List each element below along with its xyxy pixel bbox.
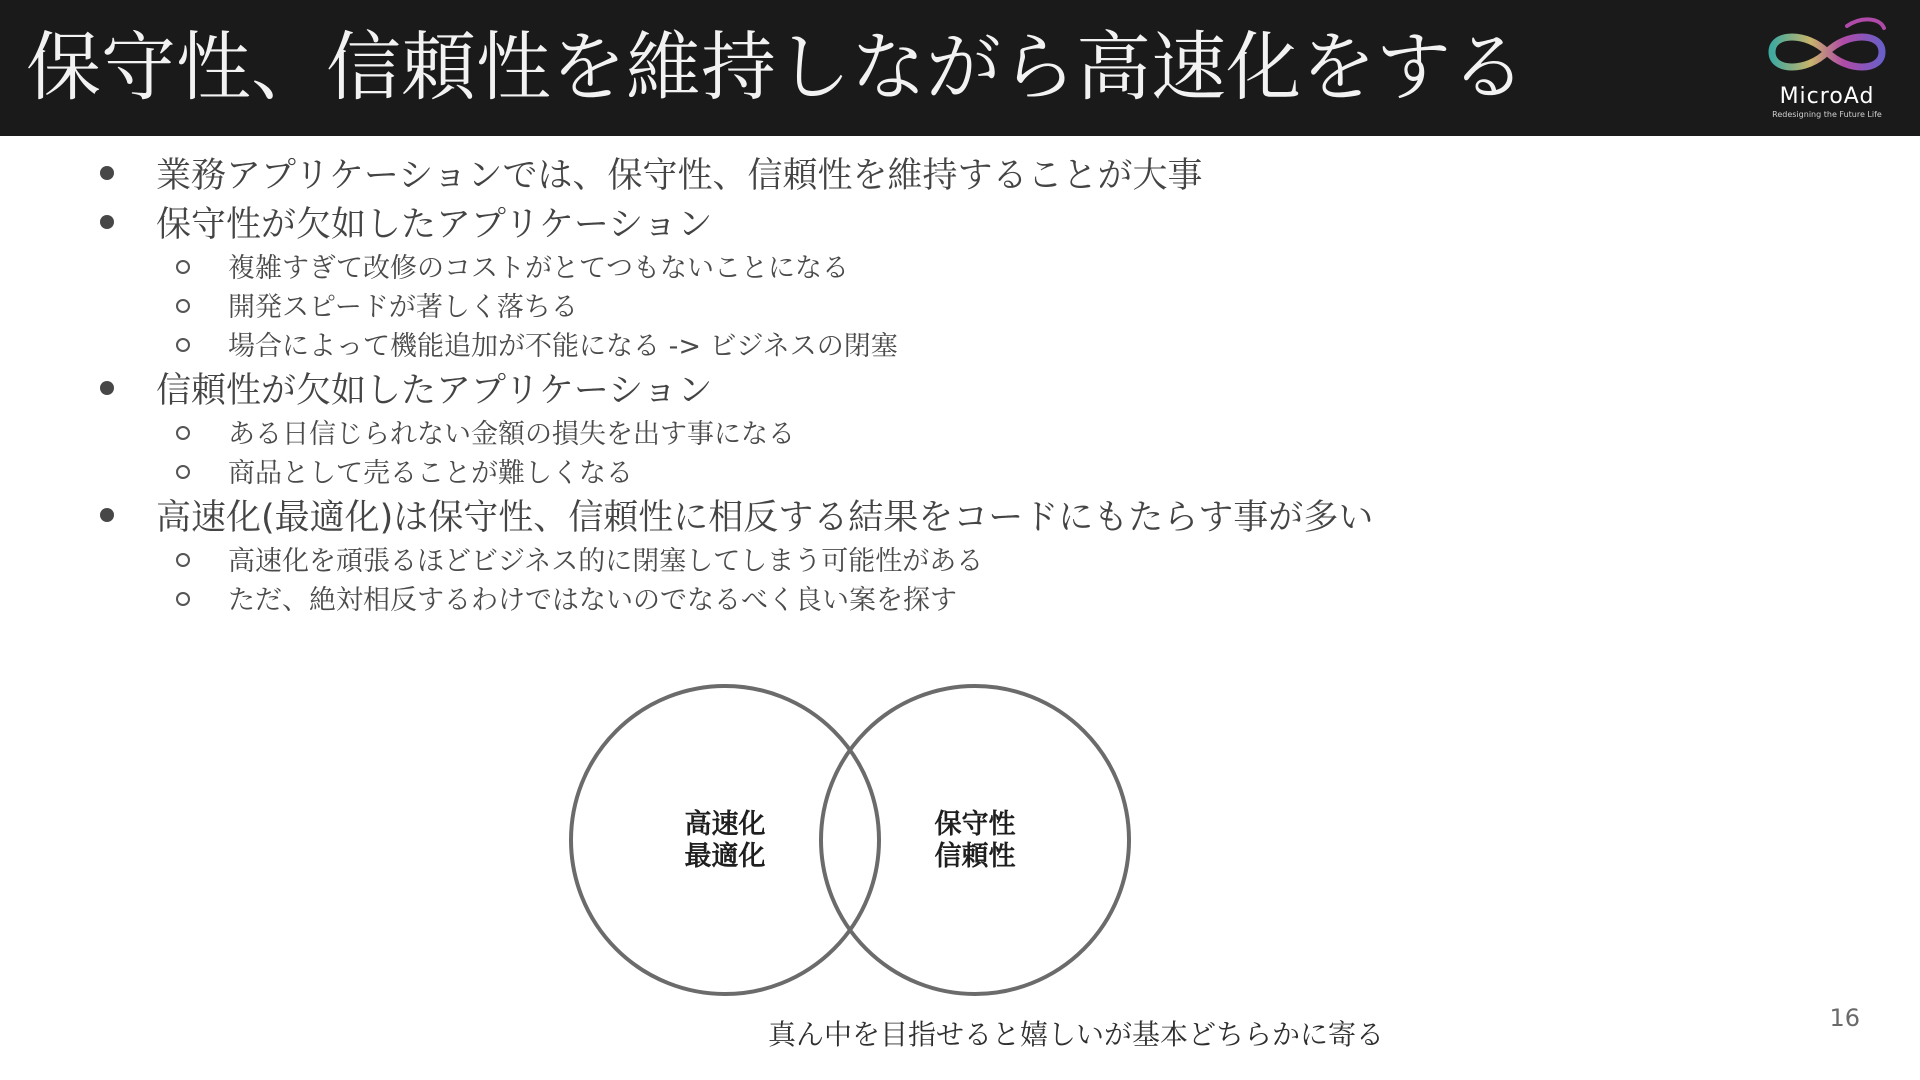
bullet-list xyxy=(100,148,1800,617)
bullet-text: 信頼性が欠如したアプリケーション xyxy=(156,370,713,411)
bullet-text: 高速化(最適化)は保守性、信頼性に相反する結果をコードにもたらす事が多い xyxy=(156,497,1374,538)
bullet-item xyxy=(100,490,1800,539)
sub-bullet-circle-icon xyxy=(176,553,190,567)
bullet-text: 保守性が欠如したアプリケーション xyxy=(156,204,713,245)
sub-bullet-text: ただ、絶対相反するわけではないのでなるべく良い案を探す xyxy=(228,585,957,616)
bullet-dot-icon xyxy=(100,508,114,522)
microad-logo xyxy=(1752,14,1902,124)
sub-bullet-item xyxy=(100,412,1800,451)
sub-bullet-item xyxy=(100,578,1800,617)
sub-bullet-item xyxy=(100,324,1800,363)
sub-bullet-circle-icon xyxy=(176,426,190,440)
sub-bullet-circle-icon xyxy=(176,338,190,352)
logo-tagline: Redesigning the Future Life xyxy=(1772,110,1882,119)
sub-bullet-text: 開発スピードが著しく落ちる xyxy=(228,292,578,323)
sub-bullet-item xyxy=(100,246,1800,285)
logo-brand-text: MicroAd xyxy=(1779,84,1875,109)
sub-bullet-circle-icon xyxy=(176,465,190,479)
sub-bullet-text: 複雑すぎて改修のコストがとてつもないことになる xyxy=(228,253,849,284)
sub-bullet-text: 場合によって機能追加が不能になる -> ビジネスの閉塞 xyxy=(228,331,898,362)
page-number: 16 xyxy=(1829,1004,1860,1032)
venn-label-maintainability-line2: 信頼性 xyxy=(934,841,1016,872)
sub-bullet-item xyxy=(100,285,1800,324)
sub-bullet-item xyxy=(100,451,1800,490)
bullet-text: 業務アプリケーションでは、保守性、信頼性を維持することが大事 xyxy=(156,155,1203,196)
slide-header xyxy=(0,0,1920,136)
bullet-item xyxy=(100,197,1800,246)
sub-bullet-text: 高速化を頑張るほどビジネス的に閉塞してしまう可能性がある xyxy=(228,546,984,577)
venn-label-speed-line2: 最適化 xyxy=(684,841,766,872)
sub-bullet-circle-icon xyxy=(176,260,190,274)
sub-bullet-item xyxy=(100,539,1800,578)
sub-bullet-circle-icon xyxy=(176,592,190,606)
sub-bullet-circle-icon xyxy=(176,299,190,313)
venn-label-maintainability xyxy=(895,809,1055,873)
bullet-dot-icon xyxy=(100,381,114,395)
bullet-dot-icon xyxy=(100,166,114,180)
slide-title: 保守性、信頼性を維持しながら高速化をする xyxy=(26,23,1527,111)
infinity-logo-icon xyxy=(1752,14,1902,82)
sub-bullet-text: 商品として売ることが難しくなる xyxy=(228,458,633,489)
bullet-item xyxy=(100,148,1800,197)
venn-label-speed-line1: 高速化 xyxy=(684,809,766,840)
slide-body xyxy=(0,136,1920,1080)
bullet-dot-icon xyxy=(100,215,114,229)
venn-label-maintainability-line1: 保守性 xyxy=(934,809,1016,840)
bullet-item xyxy=(100,363,1800,412)
venn-diagram xyxy=(566,682,1136,998)
venn-caption: 真ん中を目指せると嬉しいが基本どちらかに寄る xyxy=(768,1018,1385,1051)
venn-label-speed xyxy=(645,809,805,873)
sub-bullet-text: ある日信じられない金額の損失を出す事になる xyxy=(228,419,795,450)
